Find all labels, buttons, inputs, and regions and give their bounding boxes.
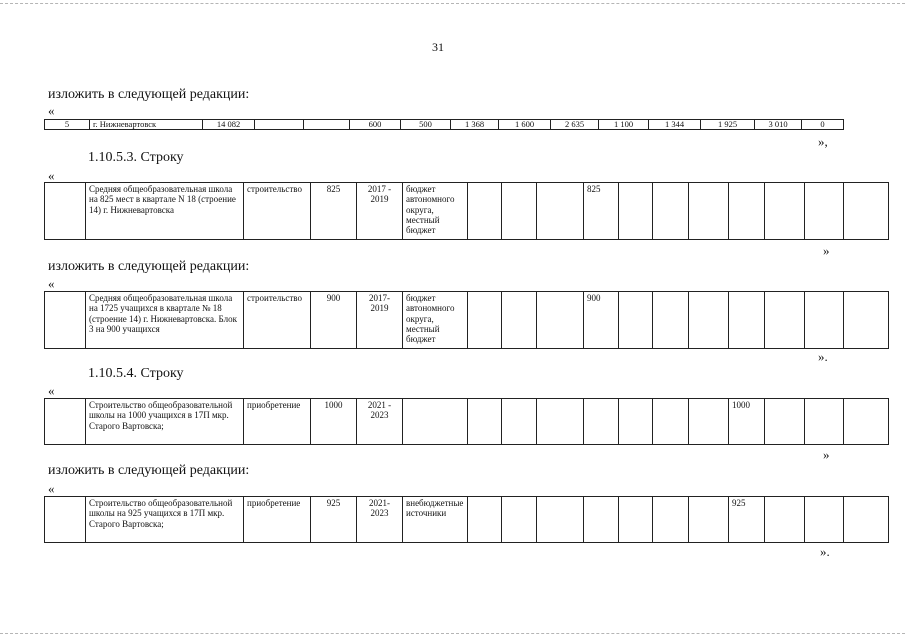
cell-value: 1 344: [649, 120, 701, 130]
cell-value: [468, 399, 502, 445]
cell-value: 3 010: [755, 120, 802, 130]
cell-value: [844, 497, 889, 543]
cell-value: 1000: [729, 399, 765, 445]
table-school-1000-old: [44, 398, 889, 445]
cell-work-type: приобретение: [244, 399, 311, 445]
cell-funding-source: бюджет автономного округа, местный бюджет: [403, 292, 468, 349]
cell-work-type: приобретение: [244, 497, 311, 543]
heading-redaction-1: изложить в следующей редакции:: [48, 87, 250, 102]
cell-value: 1 100: [599, 120, 649, 130]
cell-value: [619, 183, 653, 240]
cell-value: [304, 120, 350, 130]
cell-value: [502, 497, 537, 543]
cell-value: [765, 292, 805, 349]
cell-municipality: г. Нижневартовск: [90, 120, 203, 130]
cell-value: 14 082: [203, 120, 255, 130]
cell-capacity: 825: [311, 183, 357, 240]
cell-funding-source: внебюджетные источники: [403, 497, 468, 543]
scan-bottom-edge: [0, 633, 905, 634]
cell-value: [502, 183, 537, 240]
cell-value: 1 600: [499, 120, 551, 130]
quote-open-2: «: [48, 168, 55, 183]
cell-value: [537, 183, 584, 240]
cell-value: [689, 183, 729, 240]
quote-close-dot-1: ».: [818, 349, 828, 364]
cell-empty: [45, 183, 86, 240]
quote-open-5: «: [48, 481, 55, 496]
cell-value: 825: [584, 183, 619, 240]
cell-empty: [45, 497, 86, 543]
table-row: [45, 399, 889, 445]
scan-top-edge: [0, 3, 905, 4]
cell-value: [584, 497, 619, 543]
cell-value: [653, 497, 689, 543]
cell-period: 2021 - 2023: [357, 399, 403, 445]
cell-value: 2 635: [551, 120, 599, 130]
cell-value: 1 368: [451, 120, 499, 130]
cell-period: 2021- 2023: [357, 497, 403, 543]
cell-value: [619, 292, 653, 349]
cell-value: [765, 497, 805, 543]
heading-stroku-1: 1.10.5.3. Строку: [88, 150, 184, 165]
cell-work-type: строительство: [244, 292, 311, 349]
cell-value: [729, 292, 765, 349]
cell-object-name: Средняя общеобразовательная школа на 1725 учащихся в квартале № 18 (строение 14) г. Нижневартовска. Блок 3 на 900 учащихся: [86, 292, 244, 349]
cell-funding-source: [403, 399, 468, 445]
cell-value: [537, 497, 584, 543]
cell-value: [468, 497, 502, 543]
heading-redaction-2: изложить в следующей редакции:: [48, 259, 250, 274]
cell-value: [537, 292, 584, 349]
cell-value: [844, 292, 889, 349]
table-row: [45, 183, 889, 240]
table-row: [45, 120, 844, 130]
table-school-1725-new: [44, 291, 889, 349]
quote-close-comma-1: »,: [818, 134, 828, 149]
quote-open-1: «: [48, 103, 55, 118]
page-number: 31: [432, 40, 444, 54]
cell-period: 2017- 2019: [357, 292, 403, 349]
cell-value: [653, 399, 689, 445]
cell-funding-source: бюджет автономного округа, местный бюджет: [403, 183, 468, 240]
cell-value: [689, 292, 729, 349]
cell-period: 2017 - 2019: [357, 183, 403, 240]
cell-value: 925: [729, 497, 765, 543]
cell-value: [502, 292, 537, 349]
cell-value: 500: [401, 120, 451, 130]
cell-object-name: Средняя общеобразовательная школа на 825 мест в квартале N 18 (строение 14) г. Нижневартовска: [86, 183, 244, 240]
cell-value: [584, 399, 619, 445]
cell-value: [502, 399, 537, 445]
cell-value: [844, 399, 889, 445]
table-nizhnevartovsk-row: [44, 119, 844, 130]
quote-close-2: »: [823, 243, 830, 258]
cell-value: [255, 120, 304, 130]
cell-value: [805, 292, 844, 349]
quote-close-4: »: [823, 447, 830, 462]
cell-value: 600: [350, 120, 401, 130]
table-school-825-old: [44, 182, 889, 240]
cell-value: [689, 497, 729, 543]
cell-value: [653, 292, 689, 349]
cell-object-name: Строительство общеобразовательной школы на 925 учащихся в 17П мкр. Старого Вартовска;: [86, 497, 244, 543]
cell-capacity: 1000: [311, 399, 357, 445]
cell-value: [537, 399, 584, 445]
quote-close-dot-2: ».: [820, 544, 830, 559]
cell-empty: [45, 292, 86, 349]
cell-capacity: 900: [311, 292, 357, 349]
cell-value: [468, 183, 502, 240]
cell-value: 1 925: [701, 120, 755, 130]
cell-value: [653, 183, 689, 240]
cell-value: [468, 292, 502, 349]
cell-capacity: 925: [311, 497, 357, 543]
heading-redaction-3: изложить в следующей редакции:: [48, 463, 250, 478]
quote-open-3: «: [48, 276, 55, 291]
cell-value: 0: [802, 120, 844, 130]
heading-stroku-2: 1.10.5.4. Строку: [88, 366, 184, 381]
cell-value: [619, 497, 653, 543]
table-row: [45, 497, 889, 543]
cell-value: [805, 183, 844, 240]
cell-value: [689, 399, 729, 445]
cell-value: [765, 399, 805, 445]
table-school-925-new: [44, 496, 889, 543]
cell-work-type: строительство: [244, 183, 311, 240]
cell-value: [619, 399, 653, 445]
table-row: [45, 292, 889, 349]
cell-value: [844, 183, 889, 240]
cell-value: [805, 399, 844, 445]
quote-open-4: «: [48, 383, 55, 398]
cell-value: [765, 183, 805, 240]
cell-object-name: Строительство общеобразовательной школы на 1000 учащихся в 17П мкр. Старого Вартовска;: [86, 399, 244, 445]
cell-value: [729, 183, 765, 240]
cell-empty: [45, 399, 86, 445]
cell-value: 900: [584, 292, 619, 349]
cell-value: [805, 497, 844, 543]
cell-row-number: 5: [45, 120, 90, 130]
